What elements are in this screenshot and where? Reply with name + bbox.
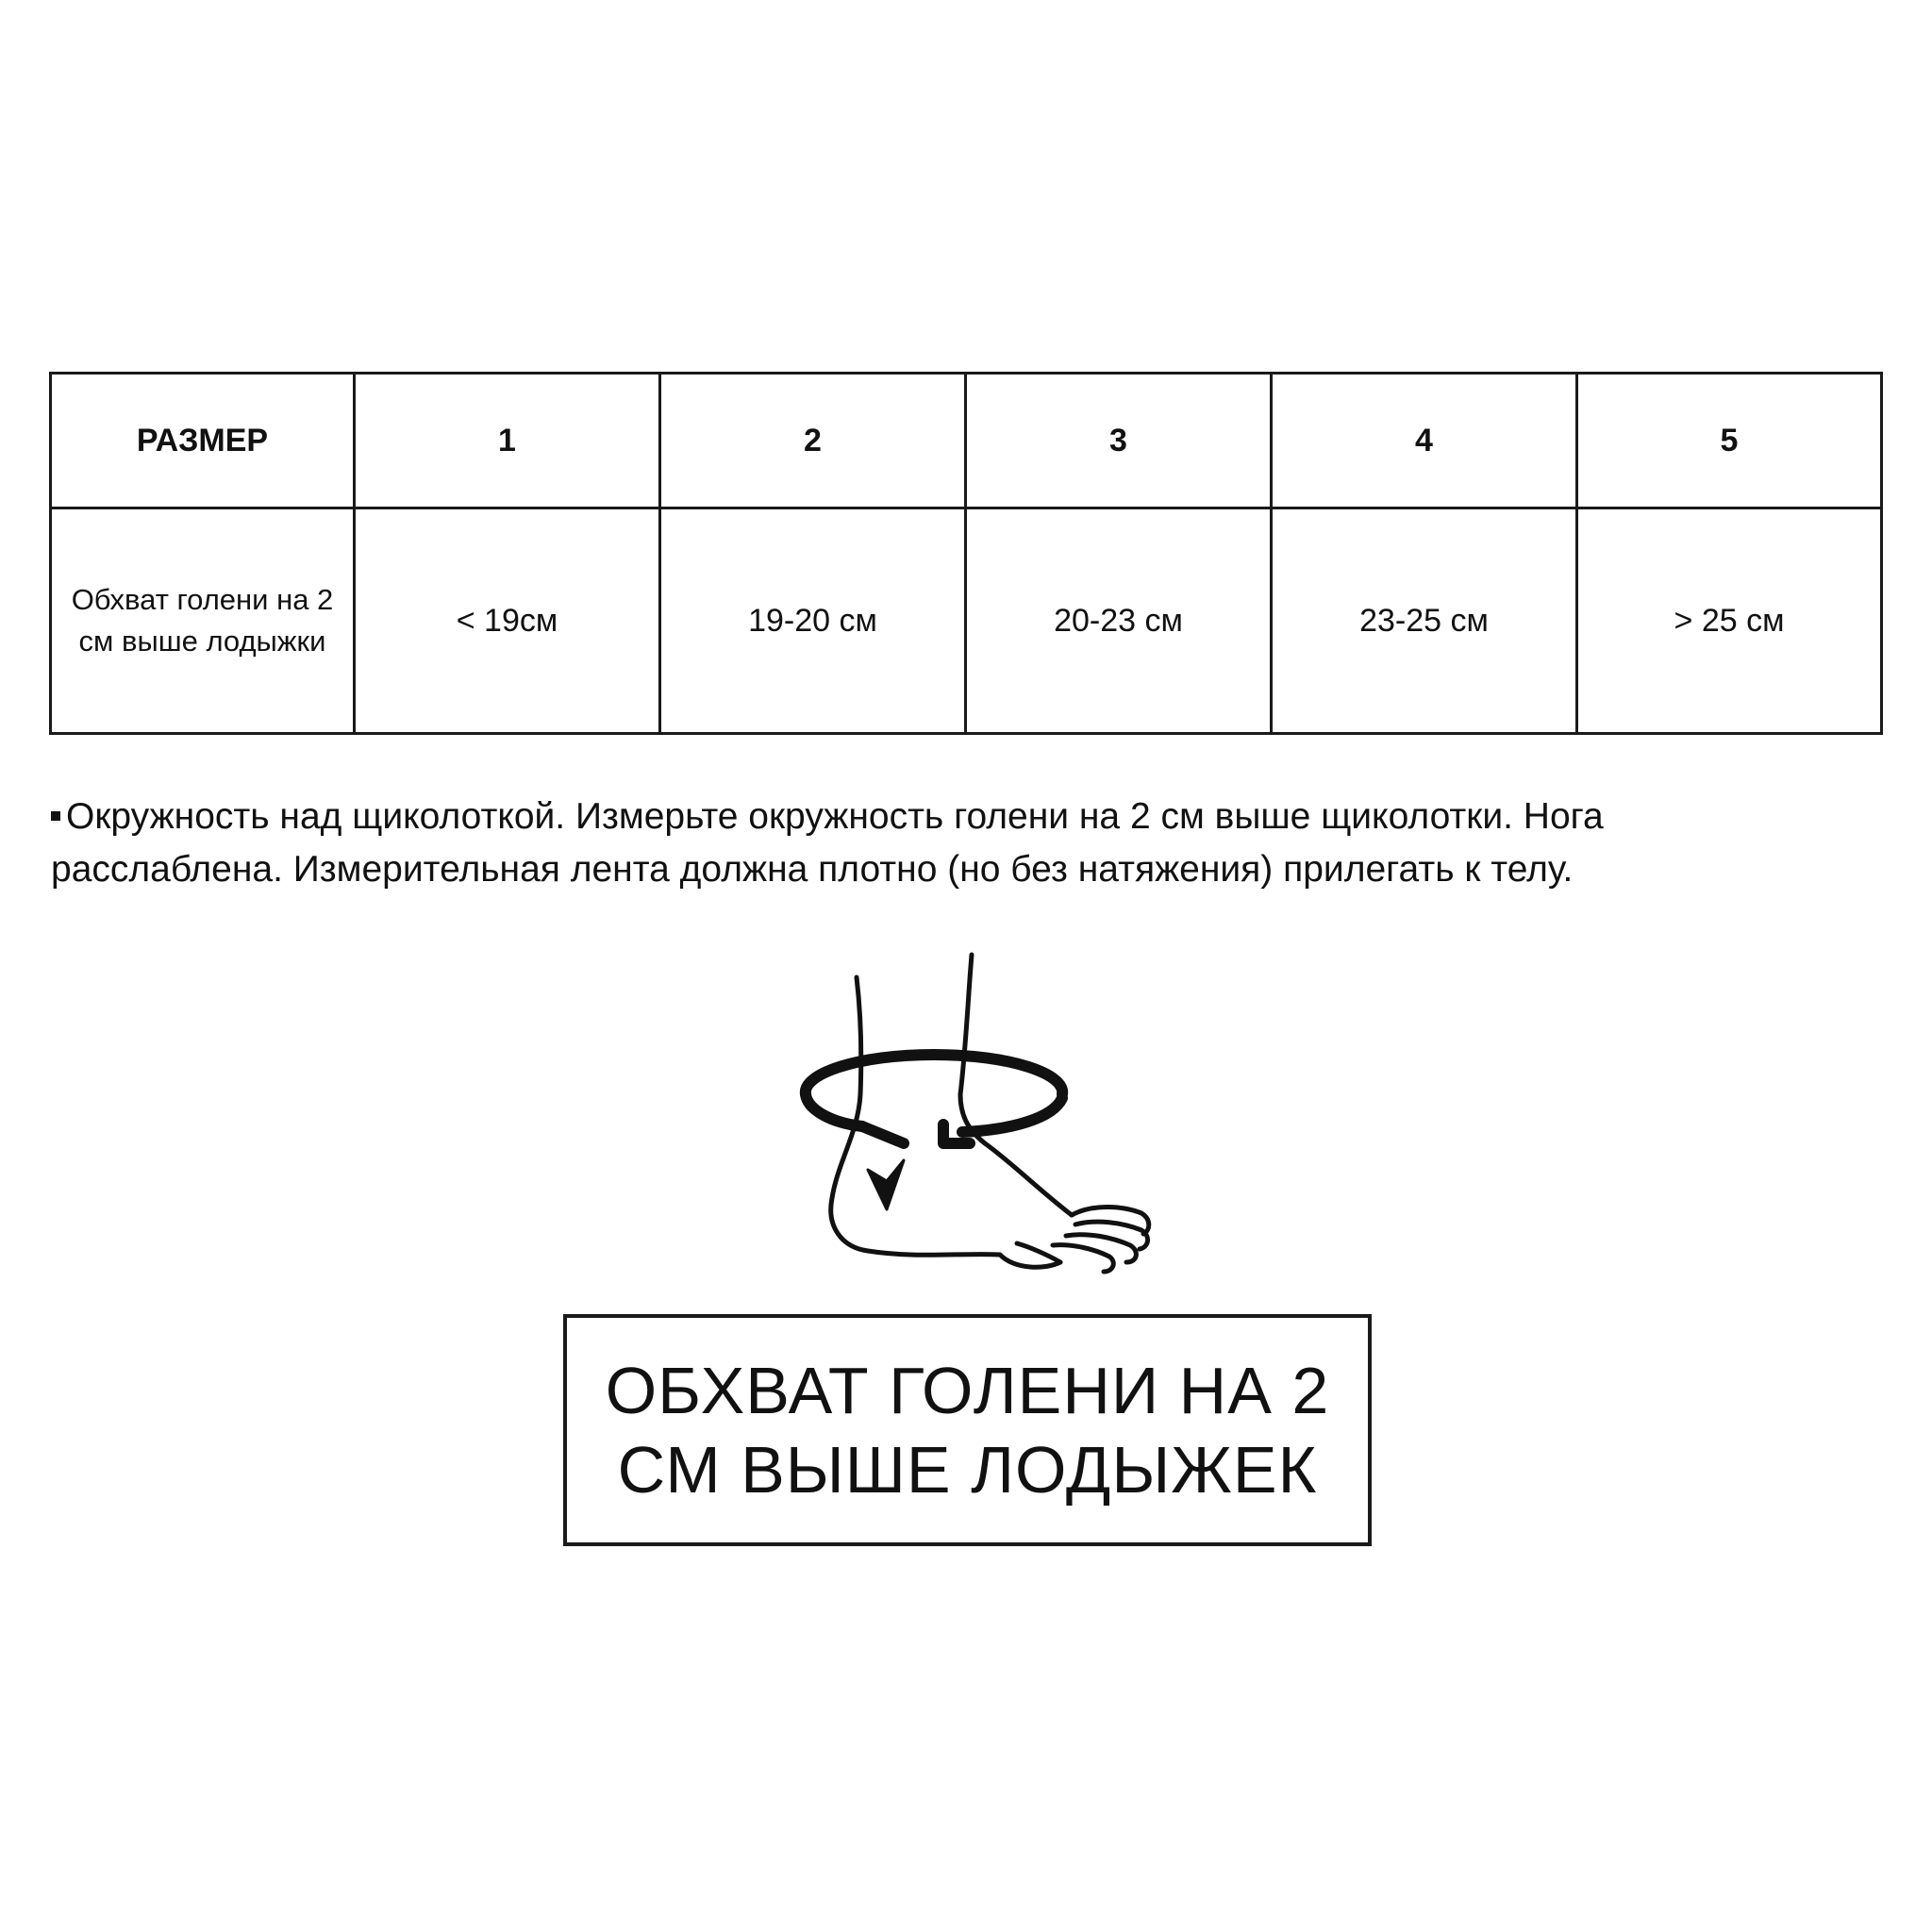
- measurement-value: 23-25 см: [1272, 508, 1577, 734]
- foot-measure-icon: [792, 943, 1170, 1311]
- measurement-row-label: Обхват голени на 2 см выше лодыжки: [51, 508, 355, 734]
- measurement-value: 19-20 см: [660, 508, 966, 734]
- measuring-instructions: [51, 791, 1843, 896]
- size-number: 3: [966, 374, 1272, 508]
- size-table: [49, 372, 1883, 735]
- size-number: 5: [1577, 374, 1882, 508]
- measurement-value: < 19см: [355, 508, 660, 734]
- size-number: 2: [660, 374, 966, 508]
- measuring-instructions-text: Окружность над щиколоткой. Измерьте окружность голени на 2 см выше щиколотки. Нога расслаблена. Измерительная лента должна плотно (но без натяжения) прилегать к телу.: [51, 796, 1604, 890]
- measurement-row: [51, 508, 1882, 734]
- measurement-value: 20-23 см: [966, 508, 1272, 734]
- caption-box: [563, 1314, 1372, 1546]
- caption-text: ОБХВАТ ГОЛЕНИ НА 2 СМ ВЫШЕ ЛОДЫЖЕК: [605, 1354, 1330, 1507]
- size-number: 4: [1272, 374, 1577, 508]
- size-header-label: РАЗМЕР: [51, 374, 355, 508]
- size-header-row: [51, 374, 1882, 508]
- measurement-value: > 25 см: [1577, 508, 1882, 734]
- size-number: 1: [355, 374, 660, 508]
- bullet-icon: [51, 811, 60, 821]
